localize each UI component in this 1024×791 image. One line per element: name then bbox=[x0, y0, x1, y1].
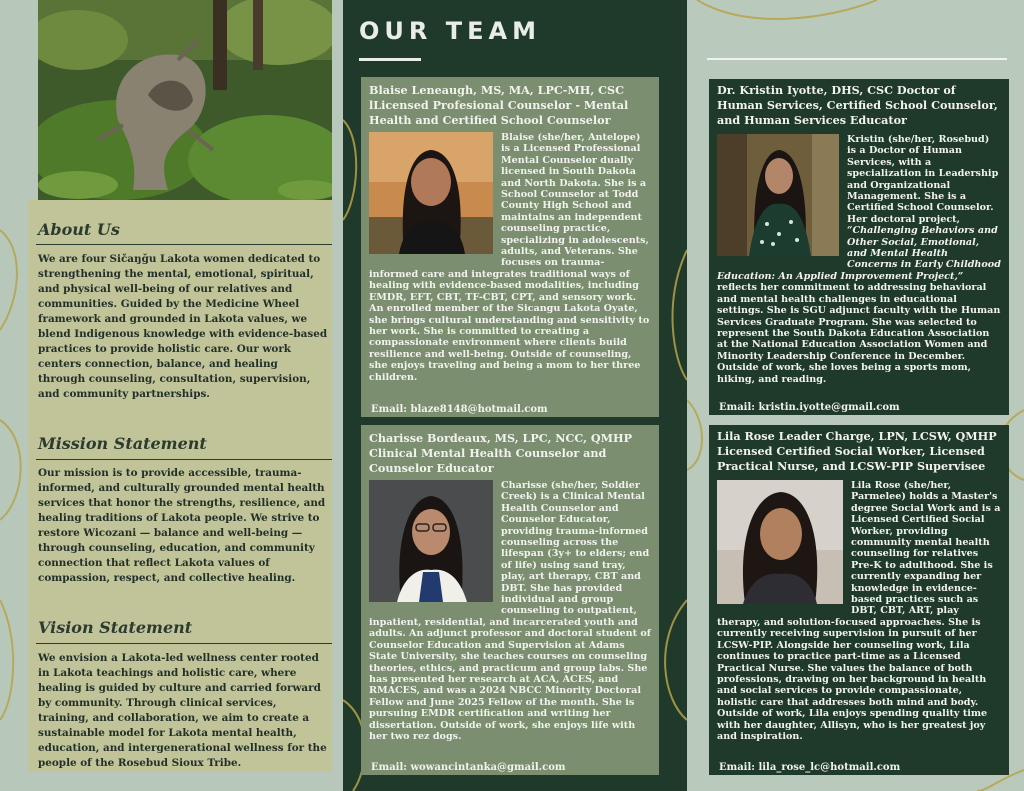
portrait-lila bbox=[717, 480, 843, 604]
right-panel bbox=[687, 0, 1024, 791]
mission-rule bbox=[36, 459, 332, 460]
team-title: OUR TEAM bbox=[359, 17, 541, 45]
portrait-kristin bbox=[717, 134, 839, 256]
about-card bbox=[28, 200, 332, 771]
team-title-underline bbox=[359, 58, 421, 61]
mission-text: Our mission is to provide accessible, trauma-informed, and culturally grounded mental health services that honor the strengths, resilience, and healing traditions of Lakota people. We strive to restore Wicozani — balance and well-being — through counseling, education, and community connection that reflect Lakota values of compassion, respect, and collective healing. bbox=[38, 467, 326, 584]
forest-stump-photo bbox=[38, 0, 332, 200]
member-bio: Lila Rose (she/her, Parmelee) holds a Master's degree Social Work and is a Licensed Certified Social Worker, providing community mental health counseling for relatives Pre-K to adulthood. She is currently expanding her knowledge in evidence-based practices such as DBT, CBT, ART, play therapy, and solution-focused approaches. She is currently receiving supervision in pursuit of her LCSW-PIP. Alongside her counseling work, Lila continues to practice part-time as a Licensed Practical Nurse. She values the balance of both professions, drawing on her background in health and social services to provide compassionate, holistic care that addresses both mind and body. Outside of work, Lila enjoys spending quality time with her daughter, Allisyn, who is her greatest joy and inspiration. bbox=[717, 480, 1001, 742]
member-card-blaise bbox=[361, 77, 659, 417]
member-header: Dr. Kristin Iyotte, DHS, CSC Doctor of Human Services, Certified School Counselor, and Human Services Educator bbox=[717, 83, 998, 127]
member-card-charisse bbox=[361, 425, 659, 775]
member-card-kristin bbox=[709, 79, 1009, 415]
member-email[interactable]: Email: blaze8148@hotmail.com bbox=[371, 404, 548, 415]
about-title: About Us bbox=[38, 220, 120, 239]
bio-text: Kristin (she/her, Rosebud) is a Doctor of Human Services, with a specialization in Leadership and Organizational Management. She is a Certified School Counselor. Her doctoral project, bbox=[847, 134, 999, 225]
member-bio: Charisse (she/her, Soldier Creek) is a Clinical Mental Health Counselor and Counselor Educator, providing trauma-informed counseling across the lifespan (3y+ to elders; end of life) using sand tray, play, art therapy, CBT and DBT. She has provided individual and group counseling to outpatient, inpatient, residential, and incarcerated youth and adults. An adjunct professor and doctoral student of Counselor Education and Supervision at Adams State University, she teaches courses on counseling theories, ethics, and practicum and group labs. She has presented her research at ACA, ACES, and RMACES, and was a 2024 NBCC Minority Doctoral Fellow and June 2025 Fellow of the month. She is pursuing EMDR certification and writing her dissertation. Outside of work, she enjoys life with her two rez dogs. bbox=[369, 480, 651, 742]
middle-panel bbox=[343, 0, 687, 791]
about-text: We are four Sičaŋǧu Lakota women dedicated to strengthening the mental, emotional, spiritual, and physical well-being of our relatives and communities. Guided by the Medicine Wheel framework and grounded in Lakota values, we blend Indigenous knowledge with evidence-based practices to provide holistic care. Our work centers connection, balance, and healing through counseling, consultation, supervision, and community partnerships. bbox=[38, 253, 328, 400]
member-bio: Blaise (she/her, Antelope) is a Licensed Professional Mental Counselor dually licensed in South Dakota and North Dakota. She is a School Counselor at Todd County High School and maintains an independent counseling practice, specializing in adolescents, adults, and Veterans. She focuses on trauma-informed care and integrates traditional ways of healing with evidence-based modalities, including EMDR, EFT, CBT, TF-CBT, CPT, and sensory work. An enrolled member of the Sicangu Lakota Oyate, she brings cultural understanding and sensitivity to her work. She is committed to creating a compassionate environment where clients build resilience and well-being. Outside of counseling, she enjoys traveling and being a mom to her three children. bbox=[369, 132, 650, 383]
about-rule bbox=[36, 244, 332, 245]
portrait-blaise bbox=[369, 132, 493, 254]
member-header: Charisse Bordeaux, MS, LPC, NCC, QMHP Clinical Mental Health Counselor and Counselor Educator bbox=[369, 431, 633, 475]
right-top-rule bbox=[707, 58, 1007, 60]
member-email[interactable]: Email: wowancintanka@gmail.com bbox=[371, 762, 566, 773]
member-card-lila bbox=[709, 425, 1009, 775]
vision-text: We envision a Lakota-led wellness center rooted in Lakota teachings and holistic care, where healing is guided by culture and carried forward by community. Through clinical services, training, and collaboration, we aim to create a sustainable model for Lakota mental health, education, and intergenerational wellness for the people of the Rosebud Sioux Tribe. bbox=[38, 652, 327, 769]
portrait-charisse bbox=[369, 480, 493, 602]
member-header: Lila Rose Leader Charge, LPN, LCSW, QMHP Licensed Certified Social Worker, Licensed Practical Nurse, and LCSW-PIP Supervisee bbox=[717, 429, 997, 473]
mission-title: Mission Statement bbox=[38, 434, 207, 453]
member-email[interactable]: Email: lila_rose_lc@hotmail.com bbox=[719, 762, 901, 773]
bio-text: reflects her commitment to addressing behavioral and mental health challenges in educational settings. She is SGU adjunct faculty with the Human Services Graduate Program. She was selected to represent the South Dakota Education Association at the National Education Association Women and Minority Leadership Conference in December. Outside of work, she loves being a sports mom, hiking, and reading. bbox=[717, 282, 1001, 385]
vision-title: Vision Statement bbox=[38, 618, 193, 637]
bio-project-title: “Challenging Behaviors and Other Social, Emotional, and Mental Health Concerns in Early Childhood Education: An Applied Improvement Project,” bbox=[717, 225, 1001, 282]
vision-rule bbox=[36, 643, 332, 644]
left-panel bbox=[0, 0, 343, 791]
member-header: Blaise Leneaugh, MS, MA, LPC-MH, CSC lLicensed Profesional Counselor - Mental Health and Certified School Counselor bbox=[369, 83, 629, 127]
member-email[interactable]: Email: kristin.iyotte@gmail.com bbox=[719, 402, 900, 413]
